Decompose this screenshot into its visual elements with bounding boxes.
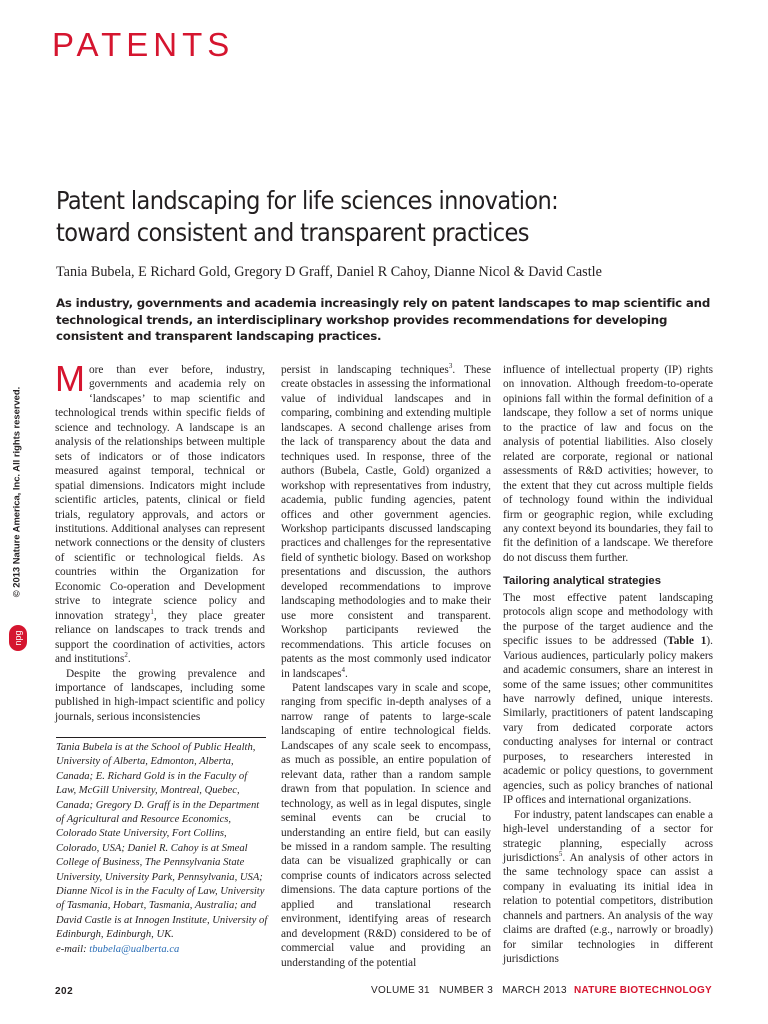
title-line-2: toward consistent and transparent practices [56, 218, 529, 247]
issue-date: MARCH 2013 [502, 985, 567, 996]
affiliation-text: Tania Bubela is at the School of Public Health, University of Alberta, Edmonton, Alberta, Canada; E. Richard Gold is in the Faculty of Law, McGill University, Montreal, Quebec, Canada; Gregory D. Graff is in the Department of Agricultural and Resource Economics, Colorado State University, Fort Collins, Colorado, USA; Daniel R. Cahoy is at Smeal College of Business, The Pennsylvania State University, University Park, Pennsylvania, USA; Dianne Nicol is in the Faculty of Law, University of Tasmania, Hobart, Tasmania, Australia; and David Castle is at Innogen Institute, University of Edinburgh, Edinburgh, UK. [56, 742, 268, 941]
side-copyright [6, 372, 26, 612]
reference-marker: 2 [124, 651, 128, 660]
title-line-1: Patent landscaping for life sciences innovation: [56, 186, 559, 215]
text-run: For industry, patent landscapes can enable a high-level understanding of a sector for strategic planning, especially across jurisdictions [503, 808, 713, 864]
text-run: . [345, 667, 348, 680]
reference-marker: 5 [558, 850, 563, 859]
body-column-1 [55, 358, 265, 724]
text-run: . [127, 653, 131, 666]
table-reference[interactable]: Table 1 [667, 635, 707, 648]
body-paragraph [503, 808, 713, 967]
body-paragraph [281, 363, 491, 681]
body-paragraph [55, 358, 265, 667]
text-run: persist in landscaping techniques [281, 364, 449, 376]
page-number: 202 [55, 986, 74, 997]
text-run: The most effective patent landscaping protocols align scope and methodology with the purpose of the target audience and the specific issues to be addressed ( [503, 591, 713, 648]
text-run: . These create obstacles in assessing the informational value of individual landscapes and in comparing, combining and extending multiple landscapes. A second challenge arises from the lack of transparency about the data and techniques used. In response, three of the authors (Bubela, Castle, Gold) organized a workshop with representatives from industry, academia, public funding agencies, patent offices and other government agencies. Workshop participants discussed landscaping practices and challenges for the representative field of synthetic biology. Based on workshop presentations and discussion, the authors developed recommendations to improve landscaping methodologies and to make their use more consistent and transparent. Workshop participants reviewed the recommendations. This article focuses on patents as the most commonly used indicator in landscapes [281, 364, 491, 680]
text-run: ). Various audiences, particularly policy makers and academic consumers, share an interest in some of the same issues; other communitites have narrowly defined, unique interests. Similarly, practitioners of patent landscaping vary from dedicated corporate actors conducting analyses for internal or contract purposes, to researchers interested in academic or policy questions, to government agencies, such as policy branches of national IP offices and international organizations. [503, 635, 713, 807]
reference-marker: 3 [448, 362, 453, 371]
npg-logo-icon [9, 625, 27, 651]
footnote-divider [56, 737, 266, 738]
npg-logo-text: npg [13, 630, 23, 646]
author-list: Tania Bubela, E Richard Gold, Gregory D Graff, Daniel R Cahoy, Dianne Nicol & David Castle [56, 264, 602, 280]
email-label: e-mail: [56, 943, 87, 955]
issue-info [371, 985, 712, 996]
author-affiliations [56, 741, 268, 957]
text-run: ore than ever before, industry, governments and academia rely on ‘landscapes’ to map scientific and technological trends within specific fields of science and technology. A landscape is an analysis of the relationships between multiple sets of indicators or of those indicators measured against temporal, technical or spatial dimensions. Indicators might include scientific articles, patents, clinical or field trials, regulatory approvals, and actors or institutions. Additional analyses can represent network connections or the density of clusters of scientific or technological fields. As countries within the Organization for Economic Co-operation and Development strive to integrate science policy and innovation strategy [55, 364, 265, 622]
body-column-3 [503, 363, 713, 967]
section-heading: PATENTS [52, 26, 235, 63]
section-subheading: Tailoring analytical strategies [503, 575, 662, 588]
body-paragraph: Despite the growing prevalence and importance of landscapes, including some published in high-impact scientific and policy journals, serious inconsistencies [55, 667, 265, 723]
drop-cap: M [55, 358, 85, 399]
body-column-2 [281, 363, 491, 970]
reference-marker: 4 [341, 665, 346, 674]
standfirst: As industry, governments and academia increasingly rely on patent landscapes to map scientific and technological trends, an interdisciplinary workshop provides recommendations for developing consistent and transparent landscaping practices. [56, 296, 711, 344]
text-run: , they place greater reliance on landscapes to track trends and support the coordination of activities, actors and institutions [55, 609, 265, 666]
body-paragraph: influence of intellectual property (IP) rights on innovation. Although freedom-to-operate opinions fall within the formal definition of a landscape, they follow a set of norms unique to the practice of law and focus on the analysis of potential liabilities. Also closely related are corporate, regional or national assessments of R&D activities; however, to the extent that they cut across multiple fields of technology found within the individual firm or geographic region, while excluding any context beyond its boundaries, they fail to fit the definition of a landscape. We therefore do not discuss them further. [503, 364, 713, 564]
issue-number: NUMBER 3 [438, 985, 494, 996]
journal-name: NATURE BIOTECHNOLOGY [573, 985, 712, 996]
copyright-text: © 2013 Nature America, Inc. All rights reserved. [10, 386, 22, 598]
body-paragraph: Patent landscapes vary in scale and scope, ranging from specific in-depth analyses of a narrow range of patents to large-scale landscaping of entire technological fields. Landscapes of any scale seek to encompass, as much as possible, an entire population of relevant data, rather than a random sample drawn from that population. In science and technology, as well as in legal disputes, single seminal events can be crucial to understanding an entire field, but can easily be missed in a random sample. The resulting data can be visualized graphically or can comprise counts of indicators across selected dimensions. The data capture portions of the applied and translational research environment, identifying areas of research and development (R&D) considered to be of commercial value and providing an understanding of the potential [281, 681, 491, 969]
article-title [56, 185, 736, 249]
body-paragraph [503, 591, 713, 808]
reference-marker: 1 [150, 607, 154, 616]
text-run: . An analysis of other actors in the same technology space can assist a company in evaluating its initial idea in relation to potential competitors, distribution channels and partners. An analysis of the way claims are drafted (e.g., narrowly or broadly) for similar technologies in different jurisdictions [503, 851, 713, 966]
email-link[interactable]: tbubela@ualberta.ca [89, 943, 180, 955]
volume-label: VOLUME 31 [371, 985, 430, 996]
